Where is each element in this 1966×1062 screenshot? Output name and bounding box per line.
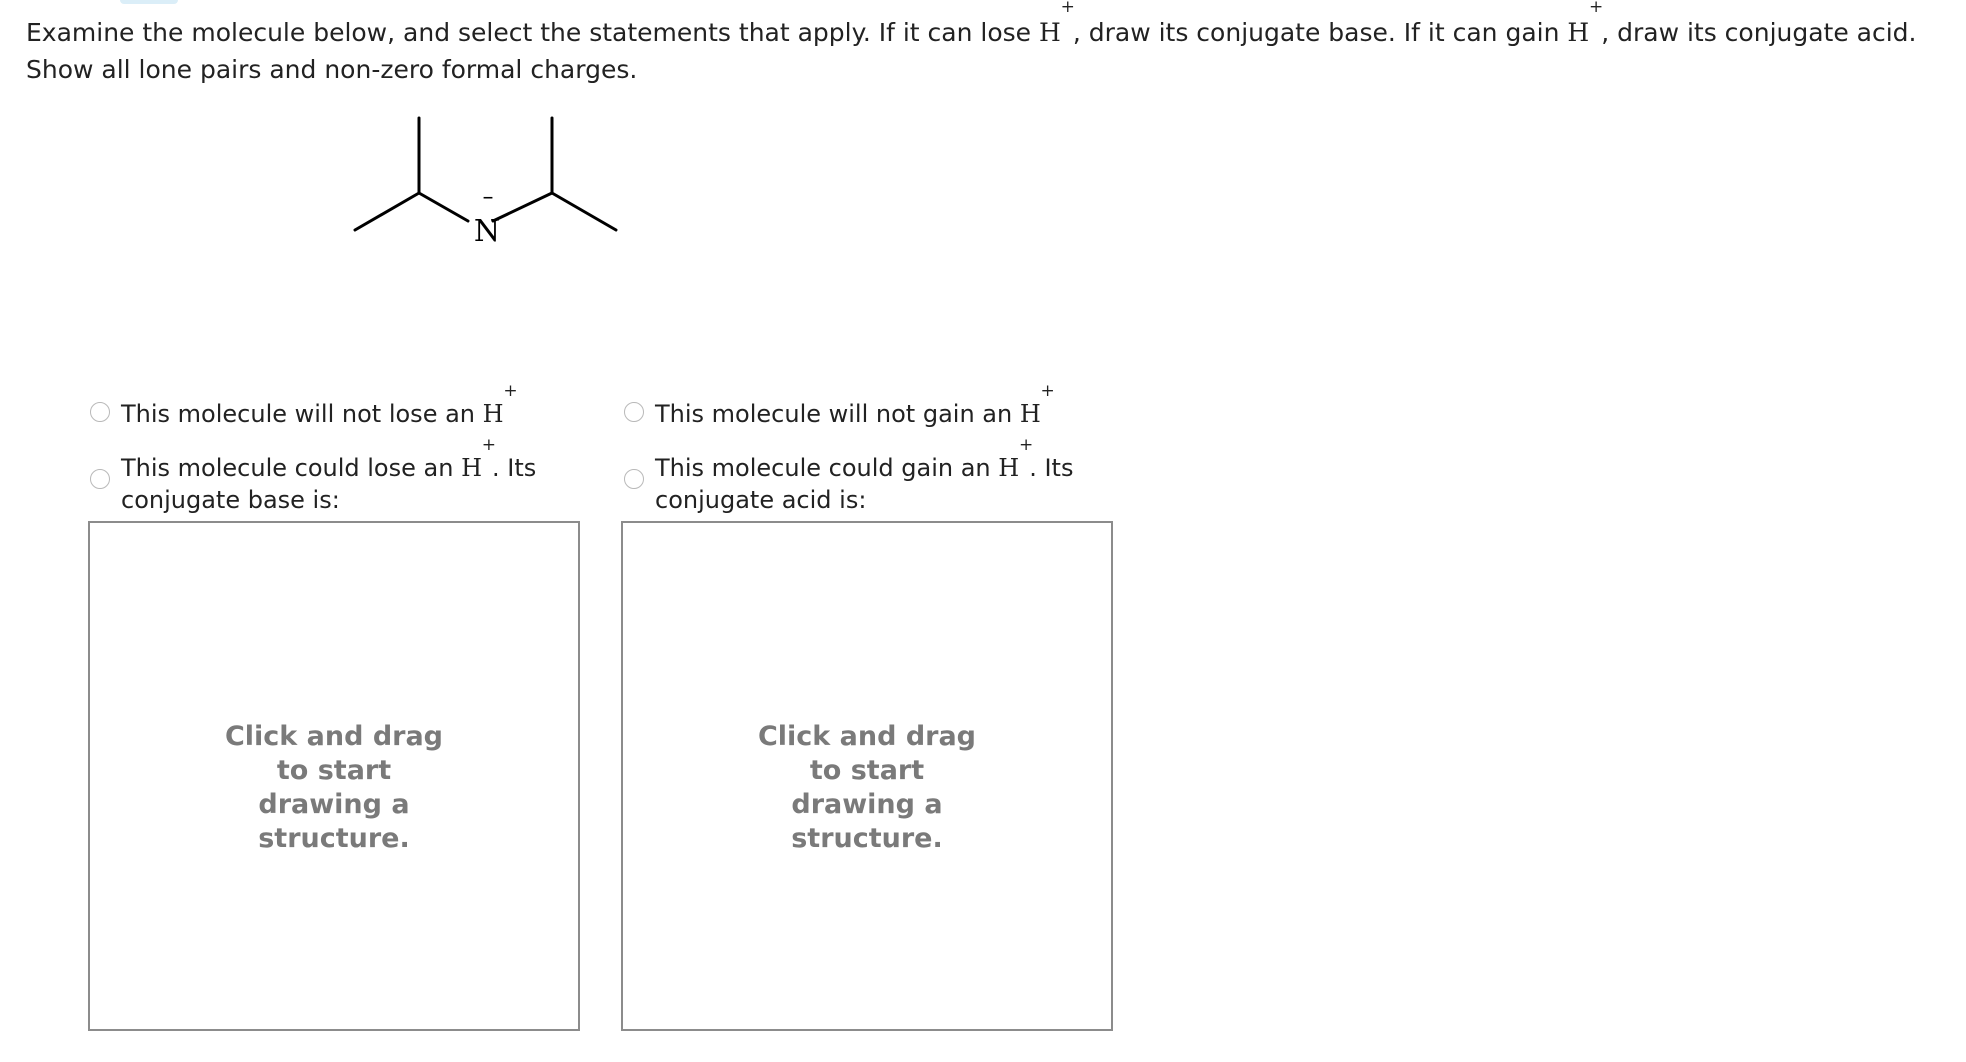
bond-left-methyl-a	[355, 193, 419, 230]
bond-n-right-ch	[493, 193, 552, 221]
option-could-lose-label[interactable]: This molecule could lose an H + . Its conjugate base is:	[121, 435, 537, 514]
conjugate-base-canvas-hint: Click and drag to start drawing a structure.	[224, 721, 444, 854]
bond-left-ch-n	[419, 193, 468, 221]
option-not-gain-label[interactable]: This molecule will not gain an H +	[655, 381, 1055, 428]
h-plus-symbol: H +	[998, 435, 1034, 482]
conjugate-base-drawing-canvas[interactable]	[88, 521, 580, 1031]
conjugate-acid-drawing-canvas[interactable]	[621, 521, 1113, 1031]
question-part-1: Examine the molecule below, and select the statements that apply. If it can lose	[26, 18, 1040, 47]
bond-right-methyl-b	[552, 193, 616, 230]
h-plus-symbol: H +	[1567, 0, 1604, 47]
question-part-2: , draw its conjugate base. If it can gain	[1072, 18, 1568, 47]
h-plus-symbol: H +	[461, 435, 496, 482]
radio-could-gain[interactable]	[624, 469, 644, 489]
radio-not-gain[interactable]	[624, 402, 644, 422]
h-plus-symbol: H +	[1019, 381, 1055, 428]
option-not-lose-label[interactable]: This molecule will not lose an H +	[121, 381, 518, 428]
molecule-structure	[340, 108, 630, 258]
radio-not-lose[interactable]	[90, 402, 110, 422]
h-plus-symbol: H +	[1039, 0, 1075, 47]
h-plus-symbol: H +	[482, 381, 518, 428]
question-part-3: , draw its conjugate acid. Show all lone pairs and non-zero formal charges.	[26, 18, 1917, 84]
header-tab-indicator	[120, 0, 178, 4]
lone-pair-mark: –	[482, 185, 494, 210]
nitrogen-atom-label: N	[473, 214, 501, 249]
conjugate-acid-canvas-hint: Click and drag to start drawing a structure.	[757, 721, 977, 854]
radio-could-lose[interactable]	[90, 469, 110, 489]
question-text	[26, 0, 1956, 88]
option-could-gain-label[interactable]: This molecule could gain an H + . Its conjugate acid is:	[655, 435, 1074, 514]
